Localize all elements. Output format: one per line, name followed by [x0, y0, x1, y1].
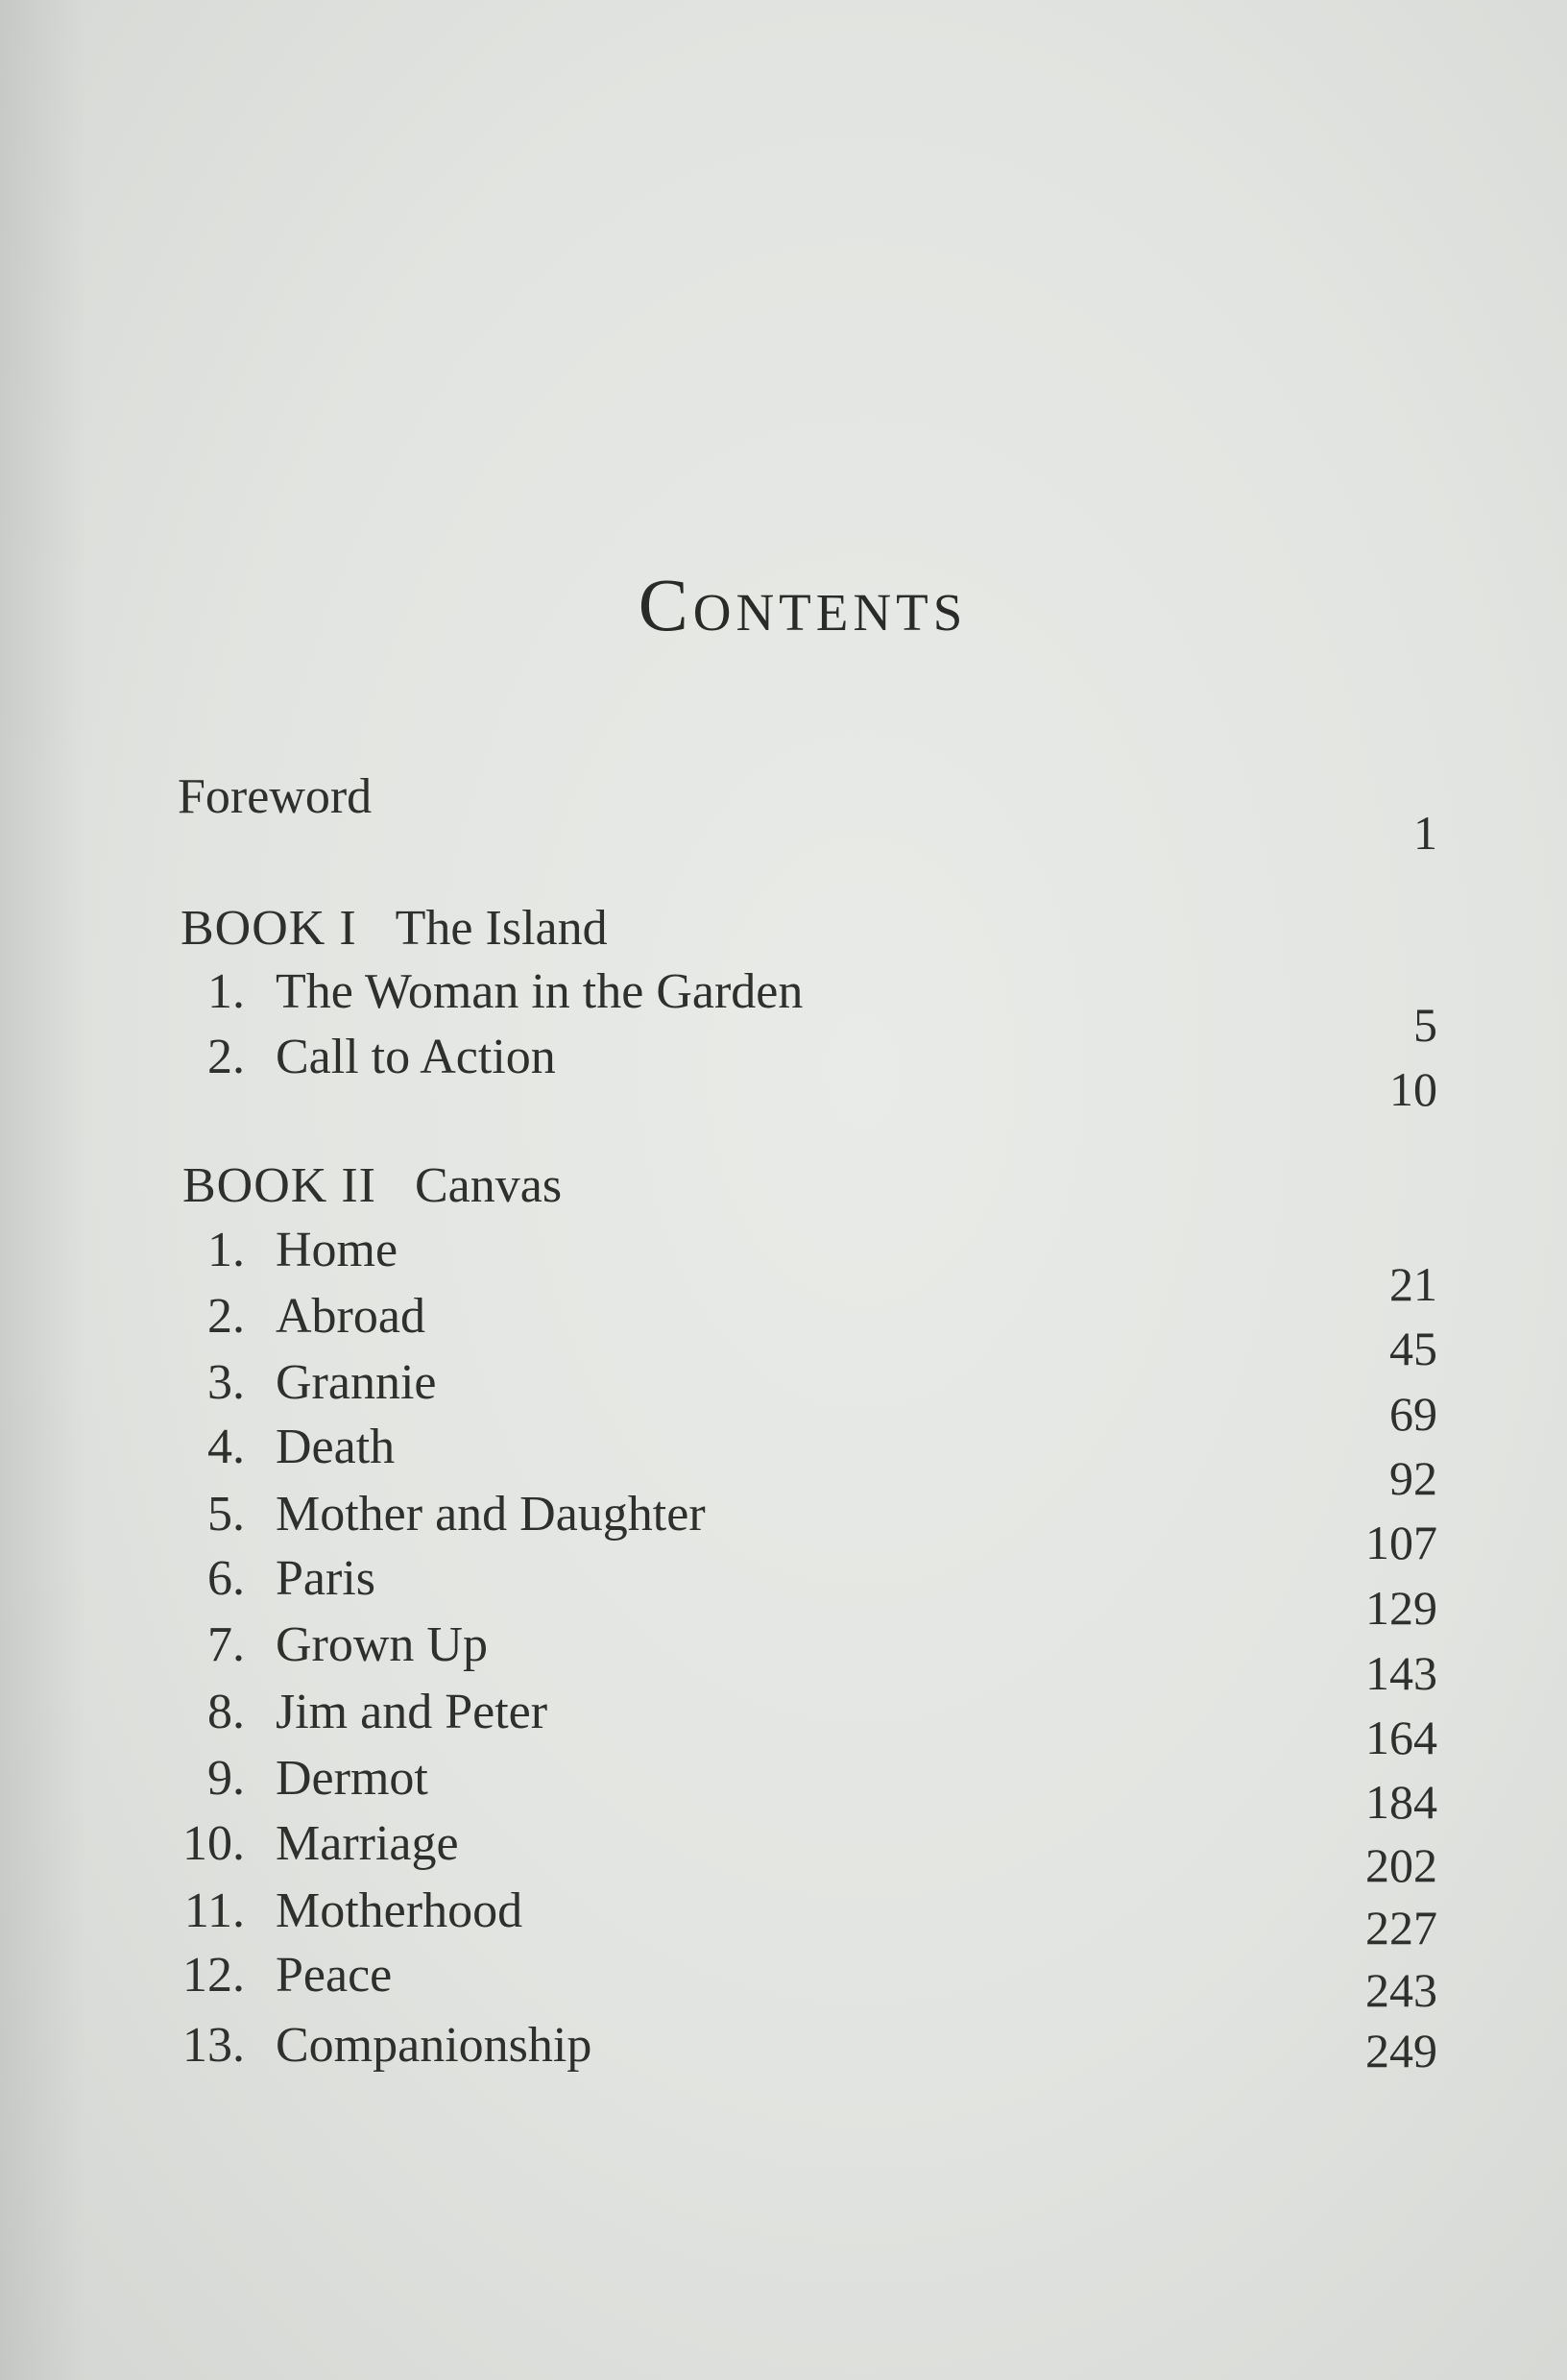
toc-entry	[154, 1882, 522, 1939]
chapter-page-number: 10	[1389, 1062, 1437, 1116]
chapter-title: Companionship	[276, 2018, 592, 2073]
chapter-number: 2.	[207, 1030, 245, 1084]
chapter-number: 8.	[207, 1685, 245, 1739]
chapter-title: Abroad	[276, 1289, 425, 1344]
foreword-label: Foreword	[178, 769, 373, 824]
chapter-title: Paris	[276, 1551, 375, 1606]
toc-entry	[154, 963, 803, 1020]
chapter-title: Home	[276, 1223, 398, 1277]
chapter-page-number: 202	[1365, 1838, 1437, 1892]
chapter-title: Jim and Peter	[276, 1685, 548, 1739]
chapter-title: The Woman in the Garden	[276, 964, 804, 1019]
chapter-number: 4.	[207, 1420, 245, 1474]
toc-entry	[154, 1029, 556, 1085]
chapter-title: Grown Up	[276, 1617, 488, 1672]
chapter-number: 11.	[183, 1883, 245, 1938]
chapter-number: 13.	[182, 2018, 245, 2073]
chapter-title: Motherhood	[276, 1883, 523, 1938]
book-2-label: BOOK II	[182, 1158, 376, 1213]
toc-entry	[154, 1750, 428, 1807]
book-2-heading	[182, 1157, 562, 1214]
toc-entry	[154, 1222, 398, 1278]
chapter-page-number: 107	[1365, 1516, 1437, 1569]
toc-entry	[154, 1947, 392, 2004]
chapter-page-number: 249	[1365, 2024, 1437, 2077]
chapter-title: Death	[276, 1420, 396, 1474]
chapter-page-number: 5	[1413, 998, 1437, 1052]
chapter-number: 6.	[207, 1551, 245, 1606]
chapter-page-number: 21	[1389, 1257, 1437, 1311]
chapter-number: 9.	[207, 1751, 245, 1806]
chapter-page-number: 243	[1365, 1963, 1437, 2017]
chapter-page-number: 143	[1365, 1646, 1437, 1700]
chapter-number: 1.	[207, 964, 245, 1019]
toc-entry	[154, 1684, 547, 1740]
chapter-title: Dermot	[276, 1751, 428, 1806]
chapter-page-number: 227	[1365, 1901, 1437, 1955]
toc-entry	[154, 2017, 591, 2074]
book-1-label: BOOK I	[181, 901, 357, 956]
chapter-number: 5.	[207, 1487, 245, 1542]
book-1-title: The Island	[395, 901, 608, 956]
chapter-number: 12.	[182, 1948, 245, 2003]
chapter-page-number: 69	[1389, 1387, 1437, 1441]
toc-entry	[154, 1616, 488, 1673]
chapter-page-number: 45	[1389, 1322, 1437, 1375]
page-title: Contents	[638, 563, 968, 646]
chapter-title: Mother and Daughter	[276, 1487, 706, 1542]
foreword-page-number: 1	[1413, 806, 1437, 860]
book-2-title: Canvas	[414, 1158, 563, 1213]
chapter-title: Call to Action	[276, 1030, 556, 1084]
page-shadow	[0, 0, 86, 2380]
chapter-number: 10.	[182, 1816, 245, 1871]
toc-entry	[154, 1288, 425, 1345]
chapter-page-number: 164	[1365, 1711, 1437, 1764]
chapter-title: Marriage	[276, 1816, 459, 1871]
toc-entry	[154, 1486, 706, 1542]
toc-entry	[154, 1550, 375, 1607]
toc-entry	[154, 1815, 459, 1872]
chapter-title: Grannie	[276, 1355, 437, 1410]
chapter-number: 7.	[207, 1617, 245, 1672]
toc-entry	[154, 1354, 436, 1411]
chapter-page-number: 184	[1365, 1775, 1437, 1829]
chapter-title: Peace	[276, 1948, 393, 2003]
chapter-number: 3.	[207, 1355, 245, 1410]
chapter-page-number: 92	[1389, 1451, 1437, 1505]
toc-entry	[154, 1419, 395, 1475]
chapter-number: 2.	[207, 1289, 245, 1344]
chapter-page-number: 129	[1365, 1581, 1437, 1635]
book-1-heading	[181, 900, 608, 957]
chapter-number: 1.	[207, 1223, 245, 1277]
